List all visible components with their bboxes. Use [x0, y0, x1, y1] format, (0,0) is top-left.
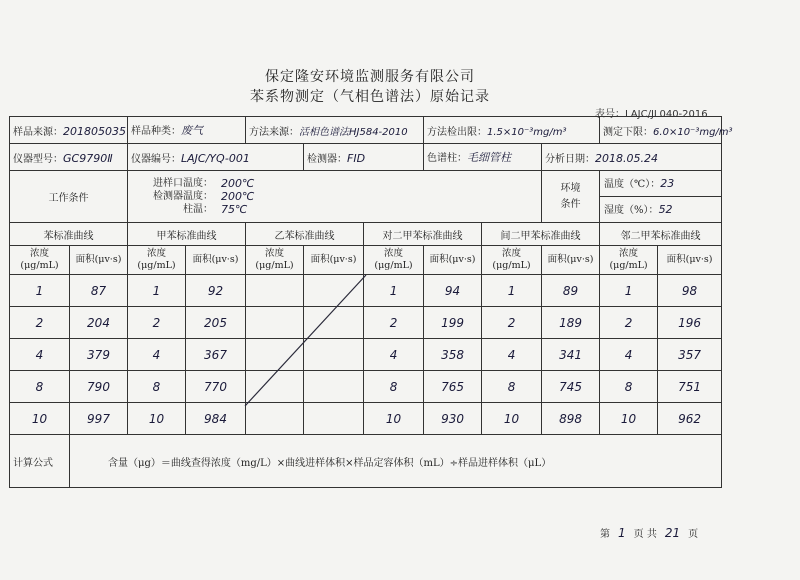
- curve-subheader-row: [10, 246, 722, 275]
- conc-header-unit: (μg/mL): [374, 260, 413, 271]
- conditions-row: [10, 171, 722, 223]
- temperature-value: 23: [660, 177, 675, 190]
- benzene-conc: 2: [10, 307, 70, 339]
- benzene-area: 87: [70, 275, 128, 307]
- method-source-value: 活相色谱法HJ584-2010: [299, 126, 408, 138]
- lower-limit-cell: [600, 117, 733, 144]
- toluene-conc: 4: [128, 339, 186, 371]
- toluene-area: 92: [186, 275, 246, 307]
- toluene-area: 367: [186, 339, 246, 371]
- form-number-value: LAJC/JL040-2016: [625, 109, 708, 120]
- conc-header: [128, 246, 186, 275]
- toluene-conc: 2: [128, 307, 186, 339]
- toluene-area: 770: [186, 371, 246, 403]
- benzene-area: 997: [70, 403, 128, 435]
- instrument-model-label: 仪器型号：: [13, 153, 63, 165]
- benzene-area: 790: [70, 371, 128, 403]
- environment-values: [600, 171, 722, 223]
- column-cell: [424, 144, 542, 171]
- o-xylene-area: 196: [658, 307, 722, 339]
- area-header: 面积(μv·s): [658, 246, 722, 275]
- p-xylene-area: 765: [424, 371, 482, 403]
- toluene-area: 984: [186, 403, 246, 435]
- method-source-cell: [246, 117, 424, 144]
- ethylbenzene-conc: [246, 339, 304, 371]
- page-footer: [600, 525, 698, 540]
- m-xylene-area: 341: [542, 339, 600, 371]
- conc-header-label: 浓度: [502, 248, 522, 259]
- conc-header-unit: (μg/mL): [255, 260, 294, 271]
- benzene-conc: 4: [10, 339, 70, 371]
- p-xylene-conc: 1: [364, 275, 424, 307]
- conc-header-unit: (μg/mL): [137, 260, 176, 271]
- detect-limit-cell: [424, 117, 600, 144]
- ethylbenzene-conc: [246, 307, 304, 339]
- form-number-label: 表号：: [595, 109, 625, 120]
- ethylbenzene-conc: [246, 403, 304, 435]
- instrument-model-cell: [10, 144, 128, 171]
- toluene-conc: 10: [128, 403, 186, 435]
- detector-value: FID: [347, 151, 366, 165]
- sample-info-row: [10, 117, 722, 144]
- analysis-date-label: 分析日期：: [545, 153, 596, 165]
- environment-label: [542, 171, 600, 223]
- detect-limit-value: 1.5×10⁻³mg/m³: [487, 126, 567, 138]
- o-xylene-area: 962: [658, 403, 722, 435]
- p-xylene-area: 930: [424, 403, 482, 435]
- benzene-conc: 10: [10, 403, 70, 435]
- ethylbenzene-area: [304, 307, 364, 339]
- curve-header-ethylbenzene: 乙苯标准曲线: [246, 223, 364, 246]
- instrument-no-cell: [128, 144, 304, 171]
- instrument-no-value: LAJC/YQ-001: [181, 151, 250, 165]
- analysis-date-cell: [542, 144, 722, 171]
- instrument-info-row: [10, 144, 722, 171]
- sample-source-label: 样品来源：: [13, 126, 63, 138]
- o-xylene-area: 357: [658, 339, 722, 371]
- m-xylene-area: 898: [542, 403, 600, 435]
- curve-header-toluene: 甲苯标准曲线: [128, 223, 246, 246]
- lower-limit-label: 测定下限：: [603, 126, 654, 138]
- sample-type-value: 废气: [181, 124, 203, 137]
- area-header: 面积(μv·s): [424, 246, 482, 275]
- conc-header: [364, 246, 424, 275]
- p-xylene-area: 199: [424, 307, 482, 339]
- toluene-conc: 8: [128, 371, 186, 403]
- m-xylene-conc: 8: [482, 371, 542, 403]
- conc-header: [10, 246, 70, 275]
- conc-header-unit: (μg/mL): [492, 260, 531, 271]
- conditions-label: 工作条件: [10, 171, 128, 223]
- p-xylene-conc: 10: [364, 403, 424, 435]
- m-xylene-conc: 2: [482, 307, 542, 339]
- p-xylene-conc: 8: [364, 371, 424, 403]
- column-temp-value: 75℃: [221, 203, 248, 216]
- inlet-temp-value: 200℃: [221, 177, 255, 190]
- curve-header-benzene: 苯标准曲线: [10, 223, 128, 246]
- o-xylene-area: 98: [658, 275, 722, 307]
- m-xylene-conc: 10: [482, 403, 542, 435]
- ethylbenzene-area: [304, 339, 364, 371]
- m-xylene-area: 189: [542, 307, 600, 339]
- area-header: 面积(μv·s): [304, 246, 364, 275]
- o-xylene-conc: 1: [600, 275, 658, 307]
- p-xylene-conc: 4: [364, 339, 424, 371]
- page-mid: 页 共: [633, 529, 657, 540]
- o-xylene-conc: 8: [600, 371, 658, 403]
- curve-header-o-xylene: 邻二甲苯标准曲线: [600, 223, 722, 246]
- temperature-label: 温度（℃）：: [604, 179, 661, 190]
- record-table: [9, 116, 733, 488]
- curve-header-p-xylene: 对二甲苯标准曲线: [364, 223, 482, 246]
- curve-header-m-xylene: 间二甲苯标准曲线: [482, 223, 600, 246]
- table-row: [10, 371, 722, 403]
- m-xylene-area: 745: [542, 371, 600, 403]
- conc-header: [246, 246, 304, 275]
- p-xylene-area: 358: [424, 339, 482, 371]
- page-total: 21: [664, 526, 681, 540]
- table-row: [10, 307, 722, 339]
- area-header: 面积(μv·s): [542, 246, 600, 275]
- p-xylene-conc: 2: [364, 307, 424, 339]
- conc-header: [600, 246, 658, 275]
- conc-header-unit: (μg/mL): [20, 260, 59, 271]
- ethylbenzene-conc: [246, 371, 304, 403]
- record-title: 苯系物测定（气相色谱法）原始记录: [250, 89, 490, 105]
- table-row: [10, 339, 722, 371]
- column-label: 色谱柱：: [427, 153, 468, 164]
- instrument-model-value: GC9790Ⅱ: [63, 151, 113, 165]
- page-suffix: 页: [688, 529, 699, 540]
- calculation-label: 计算公式: [10, 435, 70, 488]
- o-xylene-conc: 4: [600, 339, 658, 371]
- inlet-temp-label: 进样口温度：: [153, 178, 213, 189]
- toluene-conc: 1: [128, 275, 186, 307]
- curve-header-row: [10, 223, 722, 246]
- page-prefix: 第: [600, 529, 610, 540]
- toluene-area: 205: [186, 307, 246, 339]
- ethylbenzene-area: [304, 275, 364, 307]
- calculation-row: [10, 435, 722, 488]
- table-row: [10, 403, 722, 435]
- table-row: [10, 275, 722, 307]
- analysis-date-value: 2018.05.24: [595, 151, 658, 165]
- o-xylene-area: 751: [658, 371, 722, 403]
- o-xylene-conc: 10: [600, 403, 658, 435]
- conc-header-label: 浓度: [384, 248, 404, 259]
- p-xylene-area: 94: [424, 275, 482, 307]
- ethylbenzene-conc: [246, 275, 304, 307]
- ethylbenzene-area: [304, 403, 364, 435]
- environment-label-1: 环境: [560, 182, 581, 194]
- m-xylene-area: 89: [542, 275, 600, 307]
- benzene-area: 204: [70, 307, 128, 339]
- m-xylene-conc: 4: [482, 339, 542, 371]
- detect-limit-label: 方法检出限：: [427, 126, 488, 138]
- sample-type-label: 样品种类：: [131, 126, 181, 137]
- area-header: 面积(μv·s): [70, 246, 128, 275]
- conc-header-label: 浓度: [29, 248, 49, 259]
- conc-header-label: 浓度: [264, 248, 284, 259]
- conc-header-unit: (μg/mL): [609, 260, 648, 271]
- m-xylene-conc: 1: [482, 275, 542, 307]
- method-source-label: 方法来源：: [249, 126, 299, 138]
- conc-header-label: 浓度: [146, 248, 166, 259]
- conc-header-label: 浓度: [619, 248, 639, 259]
- o-xylene-conc: 2: [600, 307, 658, 339]
- detector-label: 检测器：: [307, 153, 347, 165]
- sample-type-cell: [128, 117, 246, 144]
- benzene-conc: 1: [10, 275, 70, 307]
- humidity-value: 52: [658, 203, 673, 216]
- lower-limit-value: 6.0×10⁻³mg/m³: [653, 126, 733, 138]
- sample-source-value: 201805035: [63, 124, 126, 138]
- column-temp-label: 柱温：: [183, 204, 213, 215]
- page-current: 1: [618, 526, 626, 540]
- conditions-values: [128, 171, 542, 223]
- ethylbenzene-area: [304, 371, 364, 403]
- detector-temp-label: 检测器温度：: [153, 191, 213, 202]
- sample-source-cell: [10, 117, 128, 144]
- company-name: 保定隆安环境监测服务有限公司: [265, 69, 475, 85]
- humidity-label: 湿度（%）：: [604, 205, 659, 216]
- benzene-area: 379: [70, 339, 128, 371]
- area-header: 面积(μv·s): [186, 246, 246, 275]
- detector-cell: [304, 144, 424, 171]
- instrument-no-label: 仪器编号：: [131, 153, 181, 165]
- conc-header: [482, 246, 542, 275]
- detector-temp-value: 200℃: [221, 190, 255, 203]
- environment-label-2: 条件: [560, 198, 581, 210]
- benzene-conc: 8: [10, 371, 70, 403]
- calculation-formula: 含量（μg）＝曲线查得浓度（mg/L）×曲线进样体积×样品定容体积（mL）÷样品进样体积（μL）: [70, 435, 722, 488]
- column-value: 毛细管柱: [467, 151, 512, 164]
